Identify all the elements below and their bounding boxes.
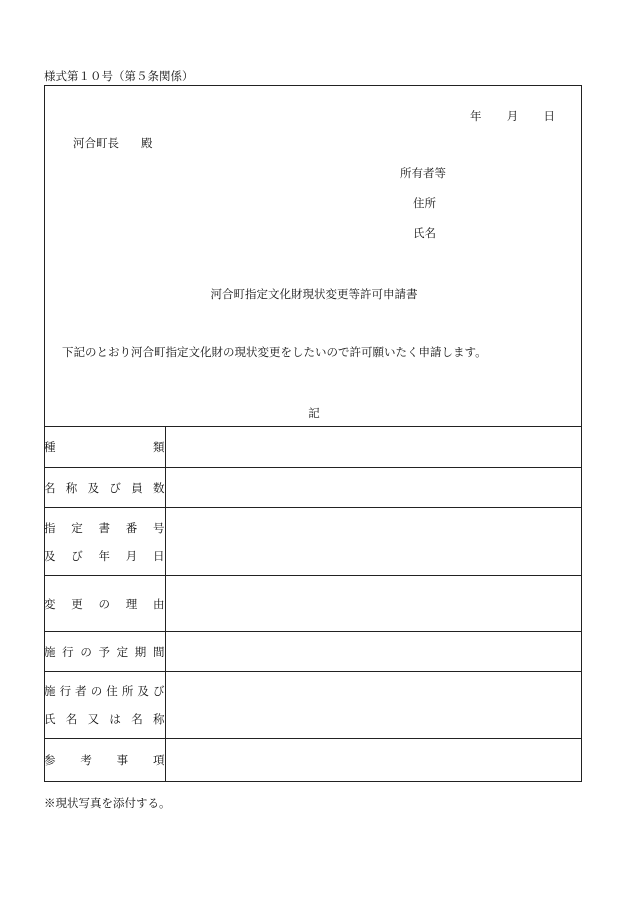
label-char: 間: [152, 644, 165, 659]
label-char: 施: [44, 644, 56, 659]
label-char: 月: [125, 548, 138, 563]
addressee-name: 河合町長: [73, 136, 119, 150]
label-char: 指: [44, 520, 56, 535]
label-char: 参: [44, 753, 56, 768]
label-char: 称: [152, 712, 165, 726]
row-label-name-count: [44, 468, 165, 508]
label-char: 考: [80, 753, 92, 768]
label-char: 数: [152, 480, 165, 495]
label-char: 員: [131, 480, 143, 495]
table-row: [44, 576, 582, 632]
label-char: び: [109, 480, 121, 495]
label-char: 所: [121, 684, 134, 698]
label-char: び: [71, 548, 83, 563]
label-char: 日: [153, 548, 165, 563]
label-char: 者: [75, 684, 87, 698]
label-char: 類: [153, 440, 165, 454]
name-label: 氏名: [413, 226, 436, 240]
table-row: [44, 672, 582, 739]
date-line: [470, 108, 555, 124]
address-label: 住所: [413, 196, 436, 210]
month-label: 月: [506, 109, 519, 123]
label-char: 変: [44, 596, 56, 611]
label-char: 氏: [44, 712, 56, 726]
day-label: 日: [543, 109, 555, 123]
label-char: 予: [98, 644, 110, 659]
label-char: 項: [152, 753, 165, 768]
label-char: 名: [44, 480, 56, 495]
label-char: は: [109, 712, 121, 726]
addressee-honorific: 殿: [141, 136, 153, 150]
label-char: 定: [71, 520, 83, 535]
label-char: 由: [153, 596, 165, 611]
footnote: ※現状写真を添付する。: [44, 796, 171, 810]
label-char: 名: [65, 712, 78, 726]
row-label-type: [44, 427, 165, 468]
owner-label: 所有者等: [400, 166, 446, 180]
request-statement: 下記のとおり河合町指定文化財の現状変更をしたいので許可願いたく申請します。: [62, 345, 487, 359]
label-char: 理: [125, 596, 138, 611]
table-row: [44, 508, 582, 576]
label-char: 更: [71, 596, 83, 611]
reason-value-cell[interactable]: [165, 576, 582, 632]
label-char: 行: [59, 684, 72, 698]
ki-heading: 記: [308, 406, 320, 420]
label-char: 行: [62, 644, 74, 659]
label-char: 及: [137, 684, 149, 698]
label-char: 及: [87, 480, 100, 495]
label-char: 年: [98, 548, 110, 563]
application-form: [44, 85, 582, 782]
name-count-value-cell[interactable]: [165, 468, 582, 508]
reference-value-cell[interactable]: [165, 739, 582, 782]
label-char: の: [98, 596, 110, 611]
label-char: 番: [125, 520, 138, 535]
label-char: の: [80, 644, 92, 659]
label-char: 事: [116, 753, 129, 768]
label-char: 又: [87, 712, 100, 726]
table-row: [44, 739, 582, 782]
label-char: の: [90, 684, 103, 698]
label-char: 期: [134, 644, 147, 659]
document-title: 河合町指定文化財現状変更等許可申請書: [210, 287, 418, 301]
row-label-executor: [44, 672, 165, 739]
form-number: 様式第１０号（第５条関係）: [44, 69, 194, 83]
row-label-period: [44, 632, 165, 672]
details-table: [44, 426, 582, 782]
label-char: 名: [131, 712, 143, 726]
label-char: 号: [153, 520, 165, 535]
label-char: 書: [98, 520, 110, 535]
row-label-reason: [44, 576, 165, 632]
addressee: [73, 135, 153, 151]
label-char: び: [152, 684, 165, 698]
label-char: 住: [106, 684, 118, 698]
type-value-cell[interactable]: [165, 427, 582, 468]
table-row: [44, 427, 582, 468]
table-row: [44, 468, 582, 508]
executor-value-cell[interactable]: [165, 672, 582, 739]
period-value-cell[interactable]: [165, 632, 582, 672]
label-char: 定: [116, 644, 129, 659]
row-label-designation: [44, 508, 165, 576]
designation-value-cell[interactable]: [165, 508, 582, 576]
table-row: [44, 632, 582, 672]
label-char: 称: [65, 480, 78, 495]
year-label: 年: [470, 109, 482, 123]
label-char: 施: [44, 684, 56, 698]
label-char: 種: [44, 440, 56, 454]
label-char: 及: [44, 548, 56, 563]
row-label-reference: [44, 739, 165, 782]
